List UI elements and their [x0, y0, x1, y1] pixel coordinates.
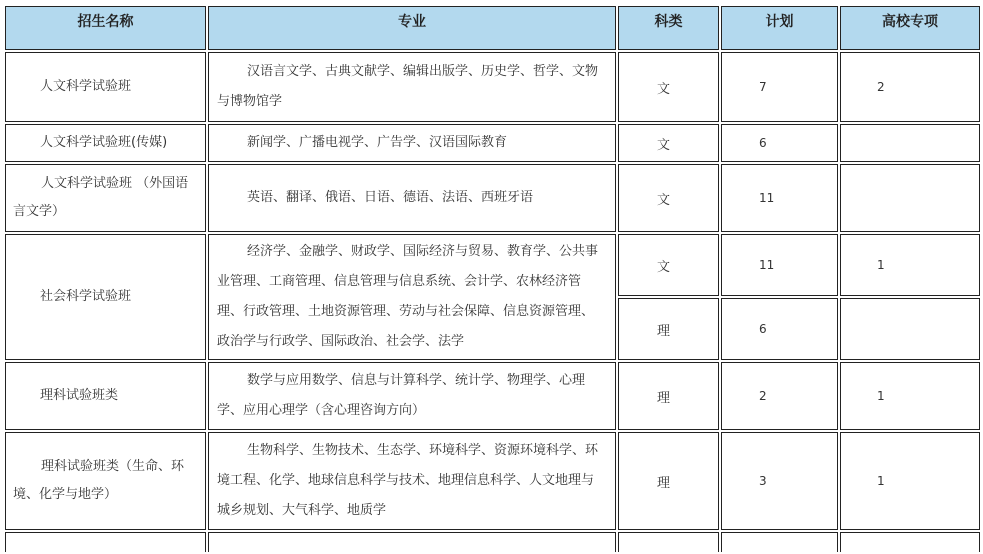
program-category: 理 — [618, 362, 719, 430]
program-name: 理科试验班类 — [5, 362, 206, 430]
program-majors: 生物科学、生物技术、生态学、环境科学、资源环境科学、环境工程、化学、地球信息科学与技术、地理信息科学、人文地理与城乡规划、大气科学、地质学 — [208, 432, 616, 530]
table-row — [5, 52, 980, 122]
program-plan: 7 — [721, 52, 838, 122]
header-name: 招生名称 — [5, 6, 206, 50]
program-plan: 2 — [721, 362, 838, 430]
header-major: 专业 — [208, 6, 616, 50]
program-name: 人文科学试验班 （外国语言文学） — [5, 164, 206, 232]
program-plan: 6 — [721, 124, 838, 162]
header-special: 高校专项 — [840, 6, 980, 50]
program-special: 1 — [840, 234, 980, 296]
program-special: 1 — [840, 362, 980, 430]
program-category: 文 — [618, 124, 719, 162]
program-majors: 数学与应用数学、信息与计算科学、统计学、物理学、心理学、应用心理学（含心理咨询方向） — [208, 362, 616, 430]
header-category: 科类 — [618, 6, 719, 50]
program-majors: 汉语言文学、古典文献学、编辑出版学、历史学、哲学、文物与博物馆学 — [208, 52, 616, 122]
program-special — [840, 164, 980, 232]
program-plan: 11 — [721, 234, 838, 296]
program-special — [840, 532, 980, 552]
table-row — [5, 124, 980, 162]
program-category: 文 — [618, 164, 719, 232]
table-row-partial — [5, 532, 980, 552]
program-name: 人文科学试验班 — [5, 52, 206, 122]
admission-plan-table — [3, 4, 982, 554]
program-plan: 6 — [721, 298, 838, 360]
program-plan: 11 — [721, 164, 838, 232]
program-category: 文 — [618, 52, 719, 122]
program-category: 理 — [618, 298, 719, 360]
header-row — [5, 6, 980, 50]
program-majors: 经济学、金融学、财政学、国际经济与贸易、教育学、公共事业管理、工商管理、信息管理与信息系统、会计学、农林经济管理、行政管理、土地资源管理、劳动与社会保障、信息资源管理、政治学与行政学、国际政治、社会学、法学 — [208, 234, 616, 360]
header-plan: 计划 — [721, 6, 838, 50]
program-name: 社会科学试验班 — [5, 234, 206, 360]
program-name: 理科试验班类（生命、环境、化学与地学） — [5, 432, 206, 530]
program-special: 1 — [840, 432, 980, 530]
program-category — [618, 532, 719, 552]
program-plan — [721, 532, 838, 552]
program-name — [5, 532, 206, 552]
program-special — [840, 124, 980, 162]
program-majors: 新闻学、广播电视学、广告学、汉语国际教育 — [208, 124, 616, 162]
table-row — [5, 234, 980, 296]
table-row — [5, 432, 980, 530]
program-special — [840, 298, 980, 360]
program-majors — [208, 532, 616, 552]
program-category: 文 — [618, 234, 719, 296]
program-name: 人文科学试验班(传媒) — [5, 124, 206, 162]
program-category: 理 — [618, 432, 719, 530]
table-row — [5, 362, 980, 430]
program-special: 2 — [840, 52, 980, 122]
program-majors: 英语、翻译、俄语、日语、德语、法语、西班牙语 — [208, 164, 616, 232]
program-plan: 3 — [721, 432, 838, 530]
table-row — [5, 164, 980, 232]
